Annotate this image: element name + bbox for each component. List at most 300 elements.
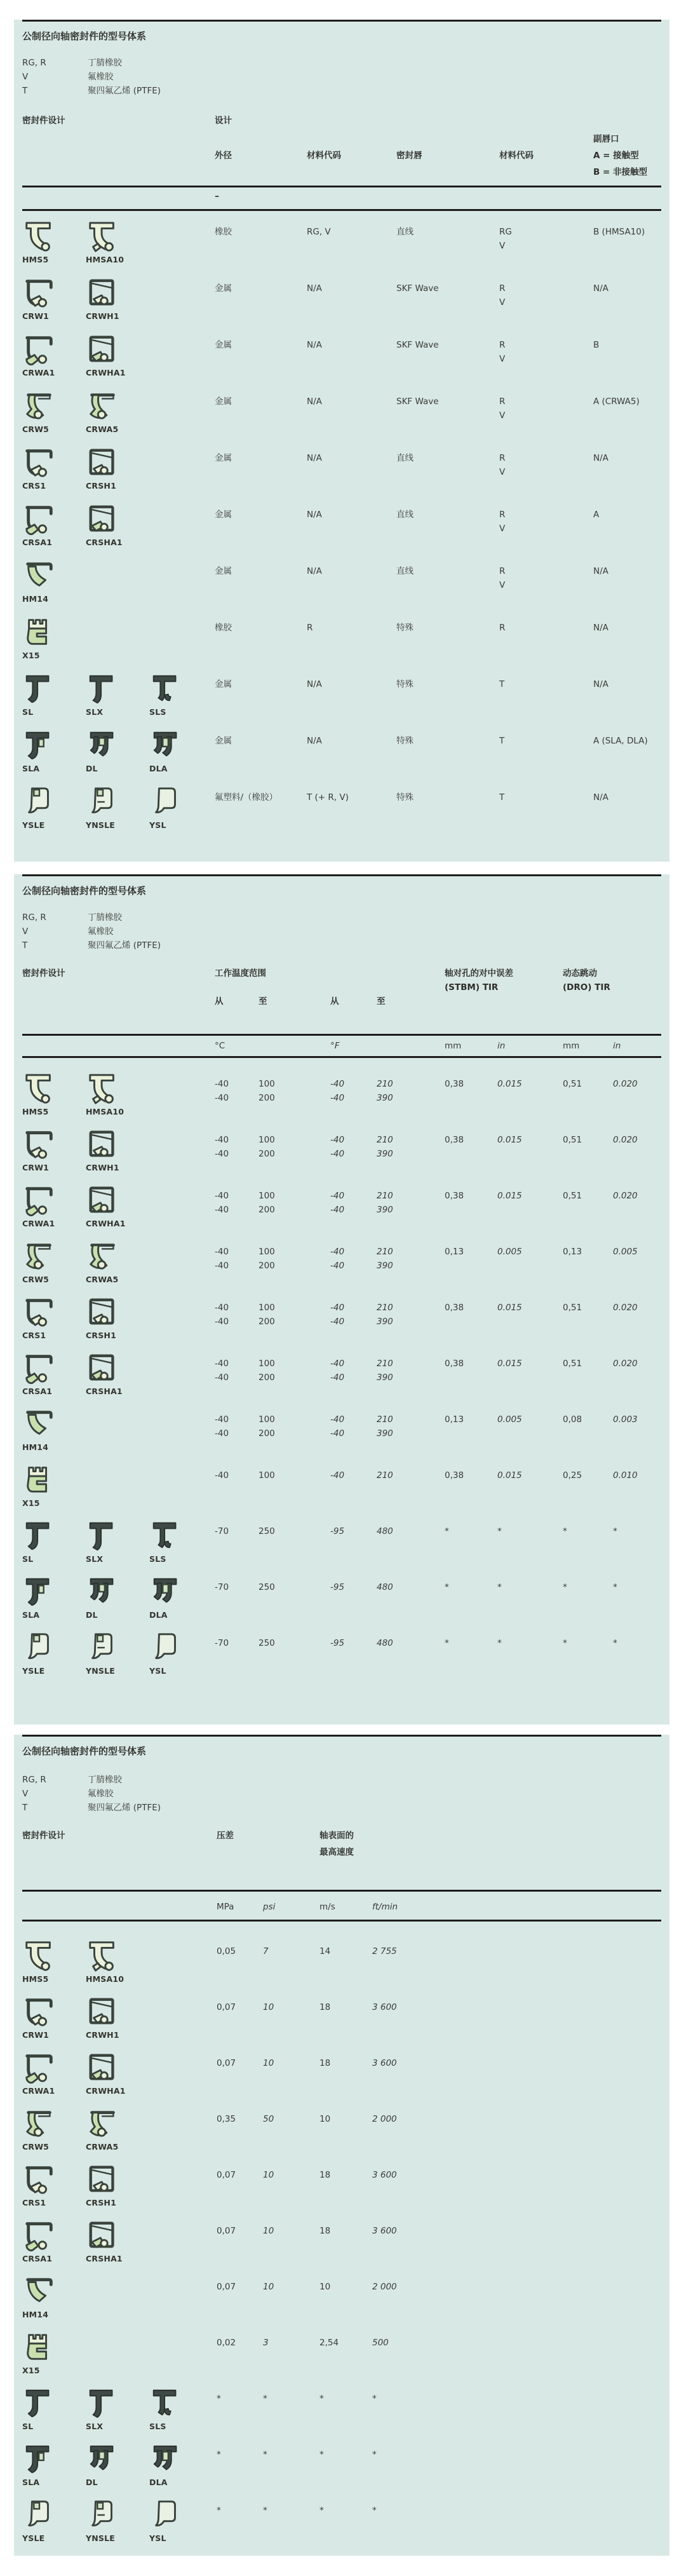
legend-item: V 氟橡胶 (22, 926, 114, 937)
cell (372, 2051, 661, 2106)
cell-line: 橡胶 (215, 227, 232, 237)
unit-fahrenheit: °F (330, 1041, 340, 1051)
cell (593, 389, 661, 445)
cell-line: 50 (263, 2114, 274, 2124)
table-row (22, 1995, 661, 2051)
column-header-aux-lip: 副唇口 A = 接触型 B = 非接触型 (593, 134, 648, 177)
cell (307, 445, 396, 502)
seal-label: HMS5 (22, 1974, 49, 1984)
cell-line: 200 (259, 1261, 275, 1271)
cell-line: 200 (259, 1149, 275, 1159)
column-header-pressure: 压差 (217, 1831, 234, 1841)
cell-line: 0.015 (497, 1359, 522, 1369)
table-row (22, 2330, 661, 2386)
cell-line: 特殊 (396, 792, 414, 803)
cell (613, 1183, 661, 1239)
cell (396, 219, 499, 276)
cell (319, 1995, 372, 2051)
seal-label: HMS5 (22, 255, 49, 264)
cell (613, 1519, 661, 1575)
cell (330, 1071, 377, 1127)
unit-ftmin: ft/min (372, 1902, 398, 1912)
cell (497, 1407, 563, 1463)
cell-line: 特殊 (396, 679, 414, 689)
material-legend (22, 1773, 661, 1815)
cell-line: N/A (593, 566, 609, 576)
seal-design-cell (22, 1183, 215, 1239)
table-row (22, 2386, 661, 2442)
cell-line: * (445, 1582, 449, 1592)
cell-line: -40 (330, 1247, 345, 1257)
seal-item (22, 1239, 86, 1295)
cell-line: 250 (259, 1526, 275, 1536)
seal-label: YSL (149, 820, 166, 830)
seal-design-cell (22, 1630, 215, 1686)
column-header-seal-design: 密封件设计 (22, 1831, 65, 1841)
cell-line: 210 (377, 1359, 393, 1369)
cell (499, 332, 593, 389)
seal-label: CRS1 (22, 481, 46, 491)
seal-item (86, 2051, 149, 2106)
cell-line: 2 000 (372, 2282, 397, 2292)
legend-item: T 聚四氟乙烯 (PTFE) (22, 1803, 161, 1813)
cell (263, 1939, 319, 1995)
cell (563, 1071, 613, 1127)
cell (215, 615, 307, 672)
cell (330, 1407, 377, 1463)
seal-cross-section-icon-crs1 (22, 2162, 57, 2197)
cell-line: 直线 (396, 510, 414, 520)
seal-item (22, 2386, 86, 2442)
seal-cross-section-icon-crsh1 (86, 2162, 120, 2197)
seal-cross-section-icon-crw1 (22, 276, 57, 310)
cell (259, 1407, 330, 1463)
seal-cross-section-icon-crwa5 (86, 2106, 120, 2141)
cell (396, 332, 499, 389)
cell-line: 0,25 (563, 1470, 582, 1481)
table-subheader (22, 994, 661, 1008)
seal-cross-section-icon-crs1 (22, 1295, 57, 1329)
table-row (22, 559, 661, 615)
cell (307, 332, 396, 389)
cell-line: 3 600 (372, 2002, 397, 2012)
cell-line: 0,35 (217, 2114, 236, 2124)
cell-line: N/A (593, 453, 609, 463)
unit-in-2: in (613, 1041, 621, 1051)
cell-line: SKF Wave (396, 340, 439, 350)
cell (445, 1407, 497, 1463)
cell (307, 559, 396, 615)
units-row (22, 1892, 661, 1920)
cell-line: R (307, 623, 313, 633)
cell-line: 200 (259, 1317, 275, 1327)
seal-label: YNSLE (86, 2533, 116, 2543)
cell (215, 276, 307, 332)
seal-item (22, 2218, 86, 2274)
seal-cross-section-icon-crwh1 (86, 1995, 120, 2029)
seal-cross-section-icon-crw1 (22, 1127, 57, 1162)
seal-design-cell (22, 2330, 217, 2386)
seal-cross-section-icon-hms5 (22, 1071, 57, 1106)
cell (445, 1183, 497, 1239)
cell-line: 18 (319, 2170, 331, 2180)
seal-cross-section-icon-ysle (22, 785, 57, 819)
page-title: 公制径向轴密封件的型号体系 (22, 31, 147, 42)
seal-cross-section-icon-crsa1 (22, 502, 57, 536)
cell-line: 0.020 (613, 1359, 638, 1369)
column-header-od: 外径 (215, 151, 232, 161)
cell-line: 2,54 (319, 2338, 339, 2348)
cell-line: 200 (259, 1093, 275, 1103)
column-header-seal-lip: 密封唇 (396, 151, 422, 161)
cell (445, 1239, 497, 1295)
seal-label: X15 (22, 2366, 40, 2375)
cell (377, 1071, 445, 1127)
cell (593, 332, 661, 389)
seal-item (86, 276, 149, 332)
seal-label: CRWHA1 (86, 1219, 126, 1228)
cell (593, 276, 661, 332)
seal-cross-section-icon-ynsle (86, 785, 120, 819)
cell-line: * (217, 2505, 221, 2516)
seal-item (149, 2498, 213, 2554)
cell (307, 615, 396, 672)
seal-label: CRWH1 (86, 2030, 119, 2040)
material-legend (22, 911, 661, 952)
cell-line: SKF Wave (396, 397, 439, 407)
seal-label: SLA (22, 2478, 40, 2487)
seal-item (86, 332, 149, 389)
cell (215, 502, 307, 559)
cell-line: * (445, 1526, 449, 1536)
cell-line: 0.015 (497, 1135, 522, 1145)
cell-line: 480 (377, 1638, 393, 1648)
cell (259, 1127, 330, 1183)
seal-label: CRSHA1 (86, 2254, 123, 2263)
cell-line: 10 (263, 2058, 274, 2068)
seal-cross-section-icon-hmsa10 (86, 219, 120, 254)
seal-cross-section-icon-crw5 (22, 2106, 57, 2141)
cell (593, 502, 661, 559)
seal-item (22, 1071, 86, 1127)
seal-label: CRWA5 (86, 424, 119, 434)
cell-line: 210 (377, 1247, 393, 1257)
cell (499, 389, 593, 445)
table-body (22, 1071, 661, 1686)
column-header-seal-design: 密封件设计 (22, 968, 65, 979)
cell-line: N/A (307, 736, 322, 746)
cell (497, 1127, 563, 1183)
table-row (22, 1239, 661, 1295)
table-body (22, 1939, 661, 2554)
cell (499, 219, 593, 276)
cell-line: R (499, 397, 506, 407)
cell-line: 3 600 (372, 2170, 397, 2180)
cell (593, 559, 661, 615)
cell-line: 390 (377, 1428, 393, 1439)
cell (396, 559, 499, 615)
seal-label: HMSA10 (86, 1107, 124, 1116)
table-row (22, 219, 661, 276)
cell (377, 1295, 445, 1351)
cell (497, 1463, 563, 1519)
cell (215, 1630, 259, 1686)
seal-cross-section-icon-crwa5 (86, 1239, 120, 1273)
cell (319, 2386, 372, 2442)
cell-line: -40 (215, 1205, 229, 1215)
seal-label: CRWA1 (22, 368, 55, 377)
seal-item (86, 1630, 149, 1686)
cell-line: N/A (593, 792, 609, 803)
cell (217, 2330, 263, 2386)
cell-line: 480 (377, 1526, 393, 1536)
seal-label: DLA (149, 764, 168, 773)
cell-line: -40 (330, 1205, 345, 1215)
cell (319, 2274, 372, 2330)
cell-line: 0,13 (445, 1247, 464, 1257)
table-row (22, 1463, 661, 1519)
cell-line: 金属 (215, 397, 232, 407)
cell (613, 1071, 661, 1127)
cell-line: 3 600 (372, 2058, 397, 2068)
seal-label: CRS1 (22, 1331, 46, 1340)
seal-cross-section-icon-crsh1 (86, 445, 120, 480)
seal-item (149, 785, 213, 841)
unit-mpa: MPa (217, 1902, 234, 1912)
cell-line: 0,13 (445, 1414, 464, 1425)
seal-item (86, 728, 149, 785)
seal-design-cell (22, 1071, 215, 1127)
cell (613, 1575, 661, 1630)
cell (259, 1630, 330, 1686)
seal-item (22, 1630, 86, 1686)
seal-label: YSLE (22, 1666, 45, 1676)
divider (22, 1920, 661, 1922)
cell-line: 3 600 (372, 2226, 397, 2236)
seal-item (22, 2274, 86, 2330)
cell (563, 1630, 613, 1686)
cell (330, 1630, 377, 1686)
seal-cross-section-icon-x15 (22, 2330, 57, 2364)
cell-line: -95 (330, 1526, 345, 1536)
cell (215, 1071, 259, 1127)
cell-line: 0,07 (217, 2226, 236, 2236)
cell (319, 2442, 372, 2498)
cell-line: 0,38 (445, 1135, 464, 1145)
seal-item (86, 1995, 149, 2051)
seal-item (22, 615, 86, 672)
cell (319, 2106, 372, 2162)
divider (22, 209, 661, 211)
cell (499, 445, 593, 502)
seal-cross-section-icon-crsh1 (86, 1295, 120, 1329)
cell-line: -40 (215, 1149, 229, 1159)
cell-line: 390 (377, 1373, 393, 1383)
cell (330, 1463, 377, 1519)
cell-line: N/A (307, 566, 322, 576)
cell (215, 1183, 259, 1239)
table-row (22, 1295, 661, 1351)
cell-line: -40 (330, 1191, 345, 1201)
cell (377, 1183, 445, 1239)
cell (217, 2442, 263, 2498)
seal-item (22, 672, 86, 728)
cell-line: 100 (259, 1135, 275, 1145)
cell (263, 2386, 319, 2442)
cell-line: 橡胶 (215, 623, 232, 633)
cell (396, 276, 499, 332)
table-row (22, 1575, 661, 1630)
seal-item (22, 445, 86, 502)
cell (217, 1995, 263, 2051)
cell (563, 1183, 613, 1239)
seal-design-cell (22, 1463, 215, 1519)
cell (377, 1239, 445, 1295)
seal-label: DLA (149, 1610, 168, 1620)
seal-label: HMSA10 (86, 255, 124, 264)
cell (613, 1407, 661, 1463)
cell-line: 0,38 (445, 1303, 464, 1313)
table-row (22, 672, 661, 728)
cell-line: 10 (319, 2114, 331, 2124)
column-header-material-code-2: 材料代码 (499, 151, 534, 161)
seal-item (22, 1295, 86, 1351)
seal-cross-section-icon-sl (22, 2386, 57, 2420)
cell-line: 直线 (396, 566, 414, 576)
cell-line: 18 (319, 2058, 331, 2068)
cell-line: 2 000 (372, 2114, 397, 2124)
seal-cross-section-icon-crwh1 (86, 1127, 120, 1162)
cell-line: 金属 (215, 453, 232, 463)
seal-label: X15 (22, 1498, 40, 1508)
cell (217, 2498, 263, 2554)
cell (593, 615, 661, 672)
seal-design-cell (22, 502, 215, 559)
cell (497, 1239, 563, 1295)
seal-label: YSL (149, 2533, 166, 2543)
cell-line: 2 755 (372, 1946, 397, 1956)
seal-label: DL (86, 1610, 98, 1620)
cell (377, 1463, 445, 1519)
cell (372, 2162, 661, 2218)
cell (319, 2218, 372, 2274)
seal-item (86, 2162, 149, 2218)
table-row (22, 615, 661, 672)
cell-line: -70 (215, 1526, 229, 1536)
seal-cross-section-icon-crsha1 (86, 1351, 120, 1385)
seal-label: X15 (22, 651, 40, 660)
seal-design-cell (22, 785, 215, 841)
seal-label: YSLE (22, 2533, 45, 2543)
spacer-dash: – (215, 191, 219, 201)
table-row (22, 1127, 661, 1183)
column-header-seal-design: 密封件设计 (22, 116, 65, 126)
seal-cross-section-icon-sls (149, 1519, 184, 1553)
cell-line: 0,13 (563, 1247, 582, 1257)
seal-item (22, 728, 86, 785)
cell-line: 0.020 (613, 1135, 638, 1145)
cell-line: 10 (263, 2170, 274, 2180)
catalog-page (0, 20, 686, 2576)
cell (215, 389, 307, 445)
cell-line: -95 (330, 1582, 345, 1592)
cell-line: 500 (372, 2338, 389, 2348)
cell-line: -40 (330, 1093, 345, 1103)
seal-design-cell (22, 672, 215, 728)
cell-line: T (499, 792, 505, 803)
cell (377, 1407, 445, 1463)
cell-line: -40 (215, 1247, 229, 1257)
cell (372, 2106, 661, 2162)
seal-cross-section-icon-dl (86, 728, 120, 763)
cell (215, 219, 307, 276)
cell (396, 445, 499, 502)
cell (330, 1295, 377, 1351)
cell (613, 1351, 661, 1407)
cell (497, 1183, 563, 1239)
cell-line: 100 (259, 1191, 275, 1201)
seal-cross-section-icon-crwa5 (86, 389, 120, 423)
seal-item (149, 2442, 213, 2498)
legend-item: T 聚四氟乙烯 (PTFE) (22, 940, 161, 951)
cell (497, 1575, 563, 1630)
cell (215, 728, 307, 785)
seal-label: SL (22, 1554, 34, 1564)
cell (307, 785, 396, 841)
cell-line: 200 (259, 1428, 275, 1439)
cell-line: V (499, 580, 506, 590)
cell (396, 389, 499, 445)
cell (593, 672, 661, 728)
unit-celsius: °C (215, 1041, 225, 1051)
seal-design-cell (22, 332, 215, 389)
cell (215, 1463, 259, 1519)
cell (445, 1295, 497, 1351)
seal-cross-section-icon-hm14 (22, 559, 57, 593)
cell-line: 10 (263, 2282, 274, 2292)
seal-design-cell (22, 276, 215, 332)
seal-design-cell (22, 615, 215, 672)
cell-line: 0.005 (613, 1247, 638, 1257)
seal-cross-section-icon-crw5 (22, 389, 57, 423)
seal-cross-section-icon-ysle (22, 1630, 57, 1665)
seal-item (86, 1239, 149, 1295)
cell-line: A (CRWA5) (593, 397, 640, 407)
cell-line: 100 (259, 1359, 275, 1369)
cell-line: * (372, 2505, 377, 2516)
unit-psi: psi (263, 1902, 276, 1912)
seal-label: CRW5 (22, 2142, 50, 2152)
cell-line: 0,51 (563, 1079, 582, 1089)
cell-line: 210 (377, 1414, 393, 1425)
cell-line: 0.020 (613, 1303, 638, 1313)
unit-mm: mm (445, 1041, 462, 1051)
seal-label: CRWHA1 (86, 2086, 126, 2096)
seal-item (22, 785, 86, 841)
seal-cross-section-icon-crw1 (22, 1995, 57, 2029)
cell-line: 390 (377, 1149, 393, 1159)
seal-label: CRW5 (22, 424, 50, 434)
seal-label: CRWH1 (86, 1163, 119, 1172)
cell-line: 0,07 (217, 2170, 236, 2180)
cell-line: 0,38 (445, 1079, 464, 1089)
cell (263, 2162, 319, 2218)
cell (377, 1351, 445, 1407)
table-header (22, 113, 661, 131)
cell (215, 785, 307, 841)
seal-item (86, 445, 149, 502)
cell (263, 2442, 319, 2498)
